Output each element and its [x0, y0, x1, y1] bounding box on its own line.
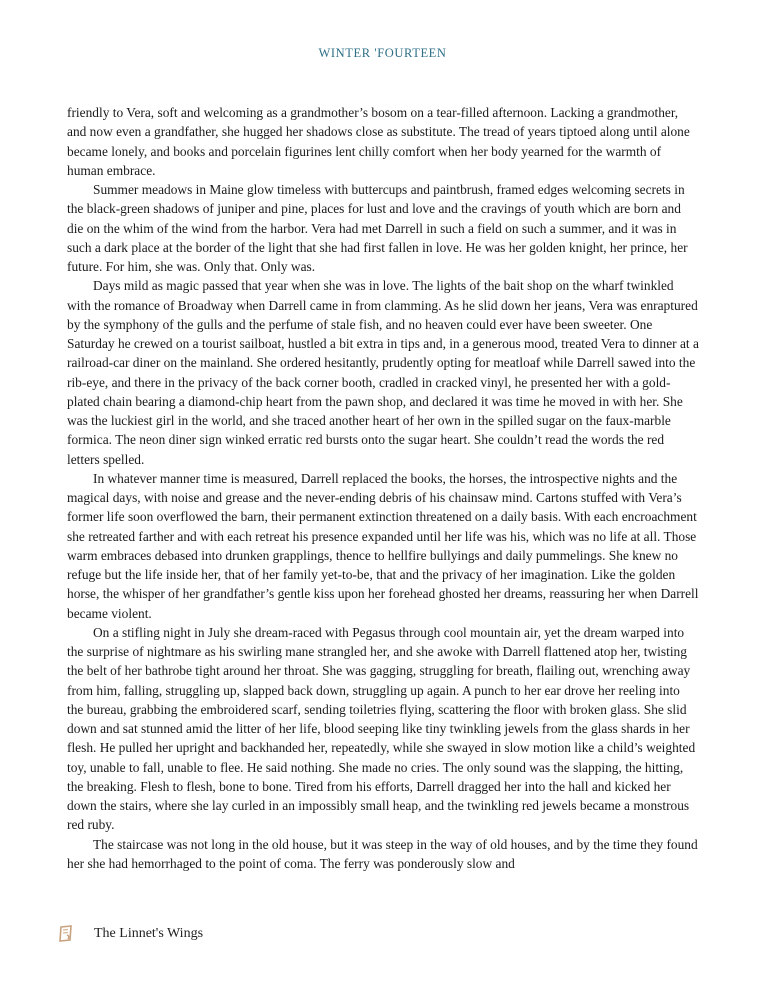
page-footer — [58, 922, 203, 946]
paragraph: The staircase was not long in the old house, but it was steep in the way of old houses, and by the time they found her she had hemorrhaged to the point of coma. The ferry was ponderously slow and — [67, 836, 698, 871]
paragraph: Days mild as magic passed that year when she was in love. The lights of the bait shop on the wharf twinkled with the romance of Broadway when Darrell came in from clamming. As he slid down her jeans, Vera was enraptured by the symphony of the gulls and the perfume of stale fish, and no heaven could ever have been sweeter. One Saturday he crewed on a tourist sailboat, hustled a bit extra in tips and, in a generous mood, treated Vera to dinner at a railroad-car diner on the mainland. She ordered hesitantly, prudently opting for meatloaf while Darrell sawed into the rib-eye, and there in the privacy of the back corner booth, cradled in cracked vinyl, he presented her with a gold-plated chain bearing a diamond-chip heart from the pawn shop, and declared it was time he moved in with her. She was the luckiest girl in the world, and she traced another heart of her own in the spilled sugar on the faux-marble formica. The neon diner sign winked erratic red bursts onto the sugar heart. She couldn’t read the words the red letters spelled. — [67, 278, 699, 467]
running-head: WINTER 'FOURTEEN — [318, 46, 447, 60]
linnet-logo-icon — [58, 924, 74, 944]
paragraph: On a stifling night in July she dream-raced with Pegasus through cool mountain air, yet the dream warped into the surprise of nightmare as his swirling mane strangled her, and she awoke with Darrell flattened atop her, twisting the belt of her bathrobe tight around her throat. She was gagging, struggling for breath, flailing out, wrenching away from him, falling, struggling up, slapped back down, struggling up again. A punch to her ear drove her reeling into the bureau, grabbing the embroidered scarf, sending toiletries flying, scattering the floor with broken glass. She slid down and sat stunned amid the litter of her life, blood seeping like tiny twinkling jewels from the glass shards in her flesh. He pulled her upright and backhanded her, repeatedly, while she swayed in slow motion like a child’s weighted toy, unable to fall, unable to flee. He said nothing. She made no cries. The only sound was the slapping, the hitting, the breaking. Flesh to flesh, bone to bone. Tired from his efforts, Darrell dragged her into the hall and kicked her down the stairs, where she lay curled in an impossibly small heap, and the twinkling red jewels became a monstrous red ruby. — [67, 624, 696, 833]
paragraph: Summer meadows in Maine glow timeless with buttercups and paintbrush, framed edges welcoming secrets in the black-green shadows of juniper and pine, places for lust and love and the cravings of youth which are born and die on the whim of the wind from the harbor. Vera had met Darrell in such a field on such a summer, and it was in such a dark place at the border of the light that she had first fallen in love. He was her golden knight, her prince, her future. For him, she was. Only that. Only was. — [67, 182, 688, 274]
magazine-title: The Linnet's Wings — [94, 926, 204, 941]
paragraph: In whatever manner time is measured, Darrell replaced the books, the horses, the introspective nights and the magical days, with noise and grease and the never-ending debris of his chainsaw mind. Cartons stuffed with Vera’s former life soon overflowed the barn, their permanent extinction threatened on a daily basis. With each encroachment she retreated farther and with each retreat his presence expanded until her life was his, which was no life at all. Those warm embraces debased into drunken grapplings, thence to hellfire bullyings and daily pummelings. She knew no refuge but the life inside her, that of her family yet-to-be, that and the privacy of her imagination. Like the golden horse, the whisper of her grandfather’s gentle kiss upon her forehead ghosted her dreams, reassuring her when Darrell became violent. — [67, 470, 699, 621]
paragraph: friendly to Vera, soft and welcoming as a grandmother’s bosom on a tear-filled afternoon. Lacking a grandmother, and now even a grandfather, she hugged her shadows close as substitute. The tread of years tiptoed along until alone became lonely, and books and porcelain figurines lent chilly comfort when her body yearned for the warmth of human embrace. — [67, 105, 690, 178]
story-body — [67, 103, 699, 873]
